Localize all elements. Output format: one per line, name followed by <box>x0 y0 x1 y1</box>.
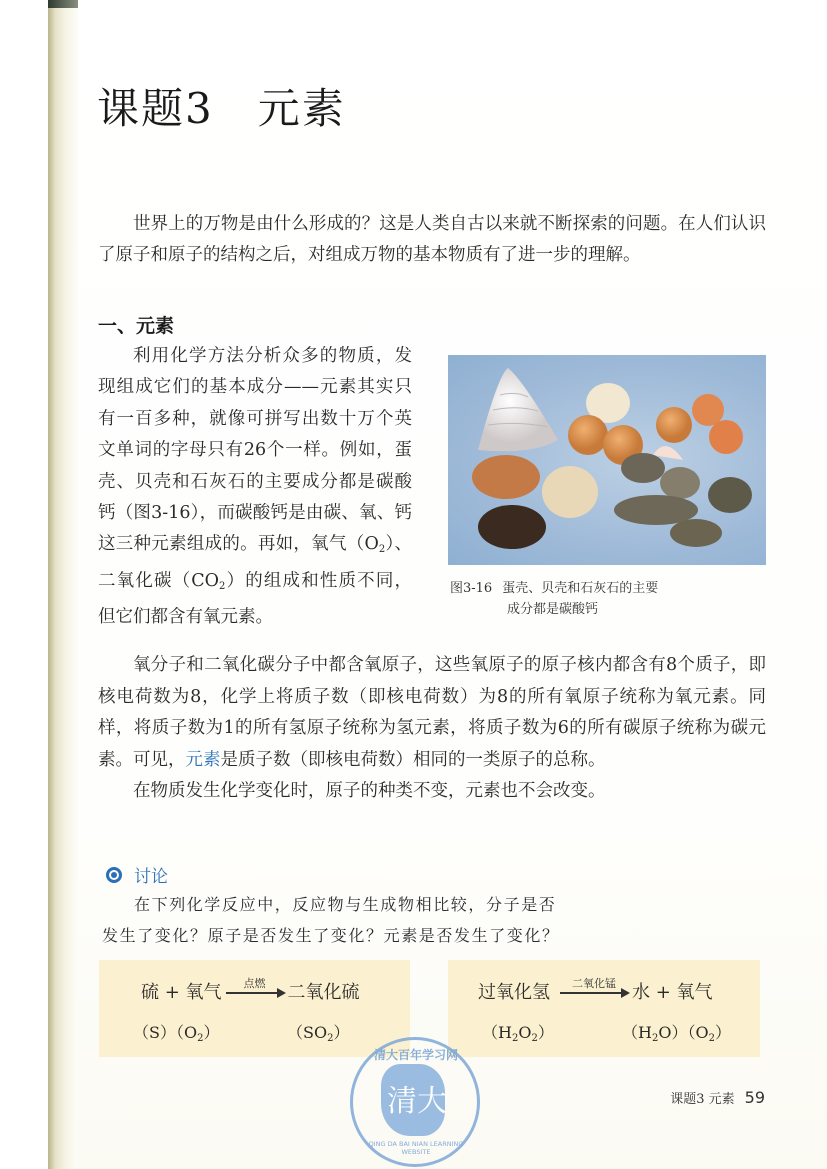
pearl-shell-icon <box>478 368 558 451</box>
text: ） <box>333 1023 350 1042</box>
intro-paragraph: 世界上的万物是由什么形成的？这是人类自古以来就不断探索的问题。在人们认识了原子和原子的结构之后，对组成万物的基本物质有了进一步的理解。 <box>98 214 766 265</box>
caption-line-1: 蛋壳、贝壳和石灰石的主要 <box>502 581 659 596</box>
body-text <box>98 650 766 808</box>
reaction-box-sulfur <box>99 960 410 1057</box>
figure-number: 图3-16 <box>450 581 493 596</box>
shells-eggs-limestone-illustration <box>448 355 766 565</box>
caption-line-2: 成分都是碳酸钙 <box>507 602 599 617</box>
reaction-arrow <box>560 977 628 994</box>
reaction-arrow <box>226 977 284 994</box>
watermark-top-text: 清大百年学习网 <box>373 1048 458 1062</box>
discussion-label: 讨论 <box>134 867 168 887</box>
reactants: 过氧化氢 <box>478 982 550 1003</box>
discussion-question <box>102 889 622 951</box>
text: ） <box>537 1023 554 1042</box>
title-main: 元素 <box>257 84 346 133</box>
reactants: 硫 + 氧气 <box>141 982 222 1003</box>
title-prefix: 课题3 <box>97 84 214 133</box>
body-paragraph-2: 在物质发生化学变化时，原子的种类不变，元素也不会改变。 <box>133 781 606 801</box>
page-footer <box>670 1088 765 1107</box>
spiky-shell-icon <box>542 466 598 518</box>
text: （H <box>482 1023 512 1042</box>
reaction-condition: 点燃 <box>243 977 266 990</box>
text: ） <box>203 1023 220 1042</box>
scallop-shell-icon <box>472 455 540 499</box>
discussion-icon <box>102 863 126 887</box>
reaction-equation <box>141 978 360 1004</box>
reaction-condition: 二氧化锰 <box>572 977 616 990</box>
section-heading: 一、元素 <box>98 315 175 337</box>
discussion-line-1: 在下列化学反应中，反应物与生成物相比较，分子是否 <box>134 895 557 914</box>
text: （S）（O <box>133 1023 198 1042</box>
cracked-egg-icon <box>656 407 692 443</box>
subscript: 2 <box>708 1033 715 1044</box>
subscript: 2 <box>378 544 386 556</box>
text: O）（O <box>658 1023 709 1042</box>
subscript: 2 <box>531 1033 538 1044</box>
text: 是质子数（即核电荷数）相同的一类原子的总称。 <box>220 749 606 770</box>
running-title: 课题3 元素 <box>670 1092 735 1107</box>
scan-margin <box>0 0 48 1169</box>
arrow-icon <box>226 992 284 994</box>
reaction-equation <box>478 978 713 1004</box>
cowrie-shell-icon <box>478 505 546 549</box>
products: 二氧化硫 <box>287 982 360 1003</box>
subscript: 2 <box>511 1033 519 1044</box>
page-number: 59 <box>744 1088 765 1107</box>
subscript: 2 <box>327 1033 334 1044</box>
text: （H <box>622 1023 652 1042</box>
text: ）、二氧化碳（CO <box>98 534 412 591</box>
watermark-stamp <box>350 1037 480 1167</box>
subscript: 2 <box>651 1033 659 1044</box>
text: （SO <box>287 1023 328 1042</box>
formula-right <box>287 1020 349 1044</box>
text: 氧分子和二氧化碳分子中都含氧原子，这些氧原子的原子核内都含有8个质子，即核电荷数为8，化学上将质子数（即核电荷数）为8的所有氧原子统称为氧元素。同样，将质子数为1的所有氢原子统称为氢元素，将质子数为6的所有碳原子统称为碳元素。可见， <box>98 655 766 770</box>
discussion-line-2: 发生了变化？原子是否发生了变化？元素是否发生了变化？ <box>102 926 560 945</box>
brown-egg-icon <box>568 415 608 455</box>
figure-3-16-photo <box>448 355 766 565</box>
watermark-bottom-text: QING DA BAI NIAN LEARNING WEBSITE <box>368 1140 464 1156</box>
watermark-center-glyph: 清大 <box>387 1084 447 1119</box>
text: ） <box>714 1023 731 1042</box>
left-column-paragraph <box>98 341 412 634</box>
subscript: 2 <box>197 1033 204 1044</box>
highlighted-term: 元素 <box>185 749 221 770</box>
arrow-icon <box>560 992 628 994</box>
book-spine-shadow <box>48 0 78 1169</box>
reaction-box-peroxide <box>448 960 760 1057</box>
figure-caption <box>450 578 658 620</box>
subscript: 2 <box>219 580 226 592</box>
text: O <box>518 1023 532 1042</box>
body-paragraph-1 <box>98 650 766 776</box>
text: 利用化学方法分析众多的物质，发现组成它们的基本成分——元素其实只有一百多种，就像可拼写出数十万个英文单词的字母只有26个一样。例如，蛋壳、贝壳和石灰石的主要成分都是碳酸钙（图3-16），而碳酸钙是由碳、氧、钙这三种元素组成的。再如，氧气（O <box>98 346 412 555</box>
formula-left <box>133 1020 219 1044</box>
formula-left <box>482 1020 554 1044</box>
book-spine-top <box>48 0 78 8</box>
discussion-header <box>102 862 168 887</box>
text: ）的组成和性质不同，但它们都含有氧元素。 <box>98 570 412 628</box>
limestone-rock-icon <box>621 453 665 483</box>
products: 水 + 氧气 <box>632 982 713 1003</box>
page-title <box>97 76 346 136</box>
formula-right <box>622 1020 731 1044</box>
